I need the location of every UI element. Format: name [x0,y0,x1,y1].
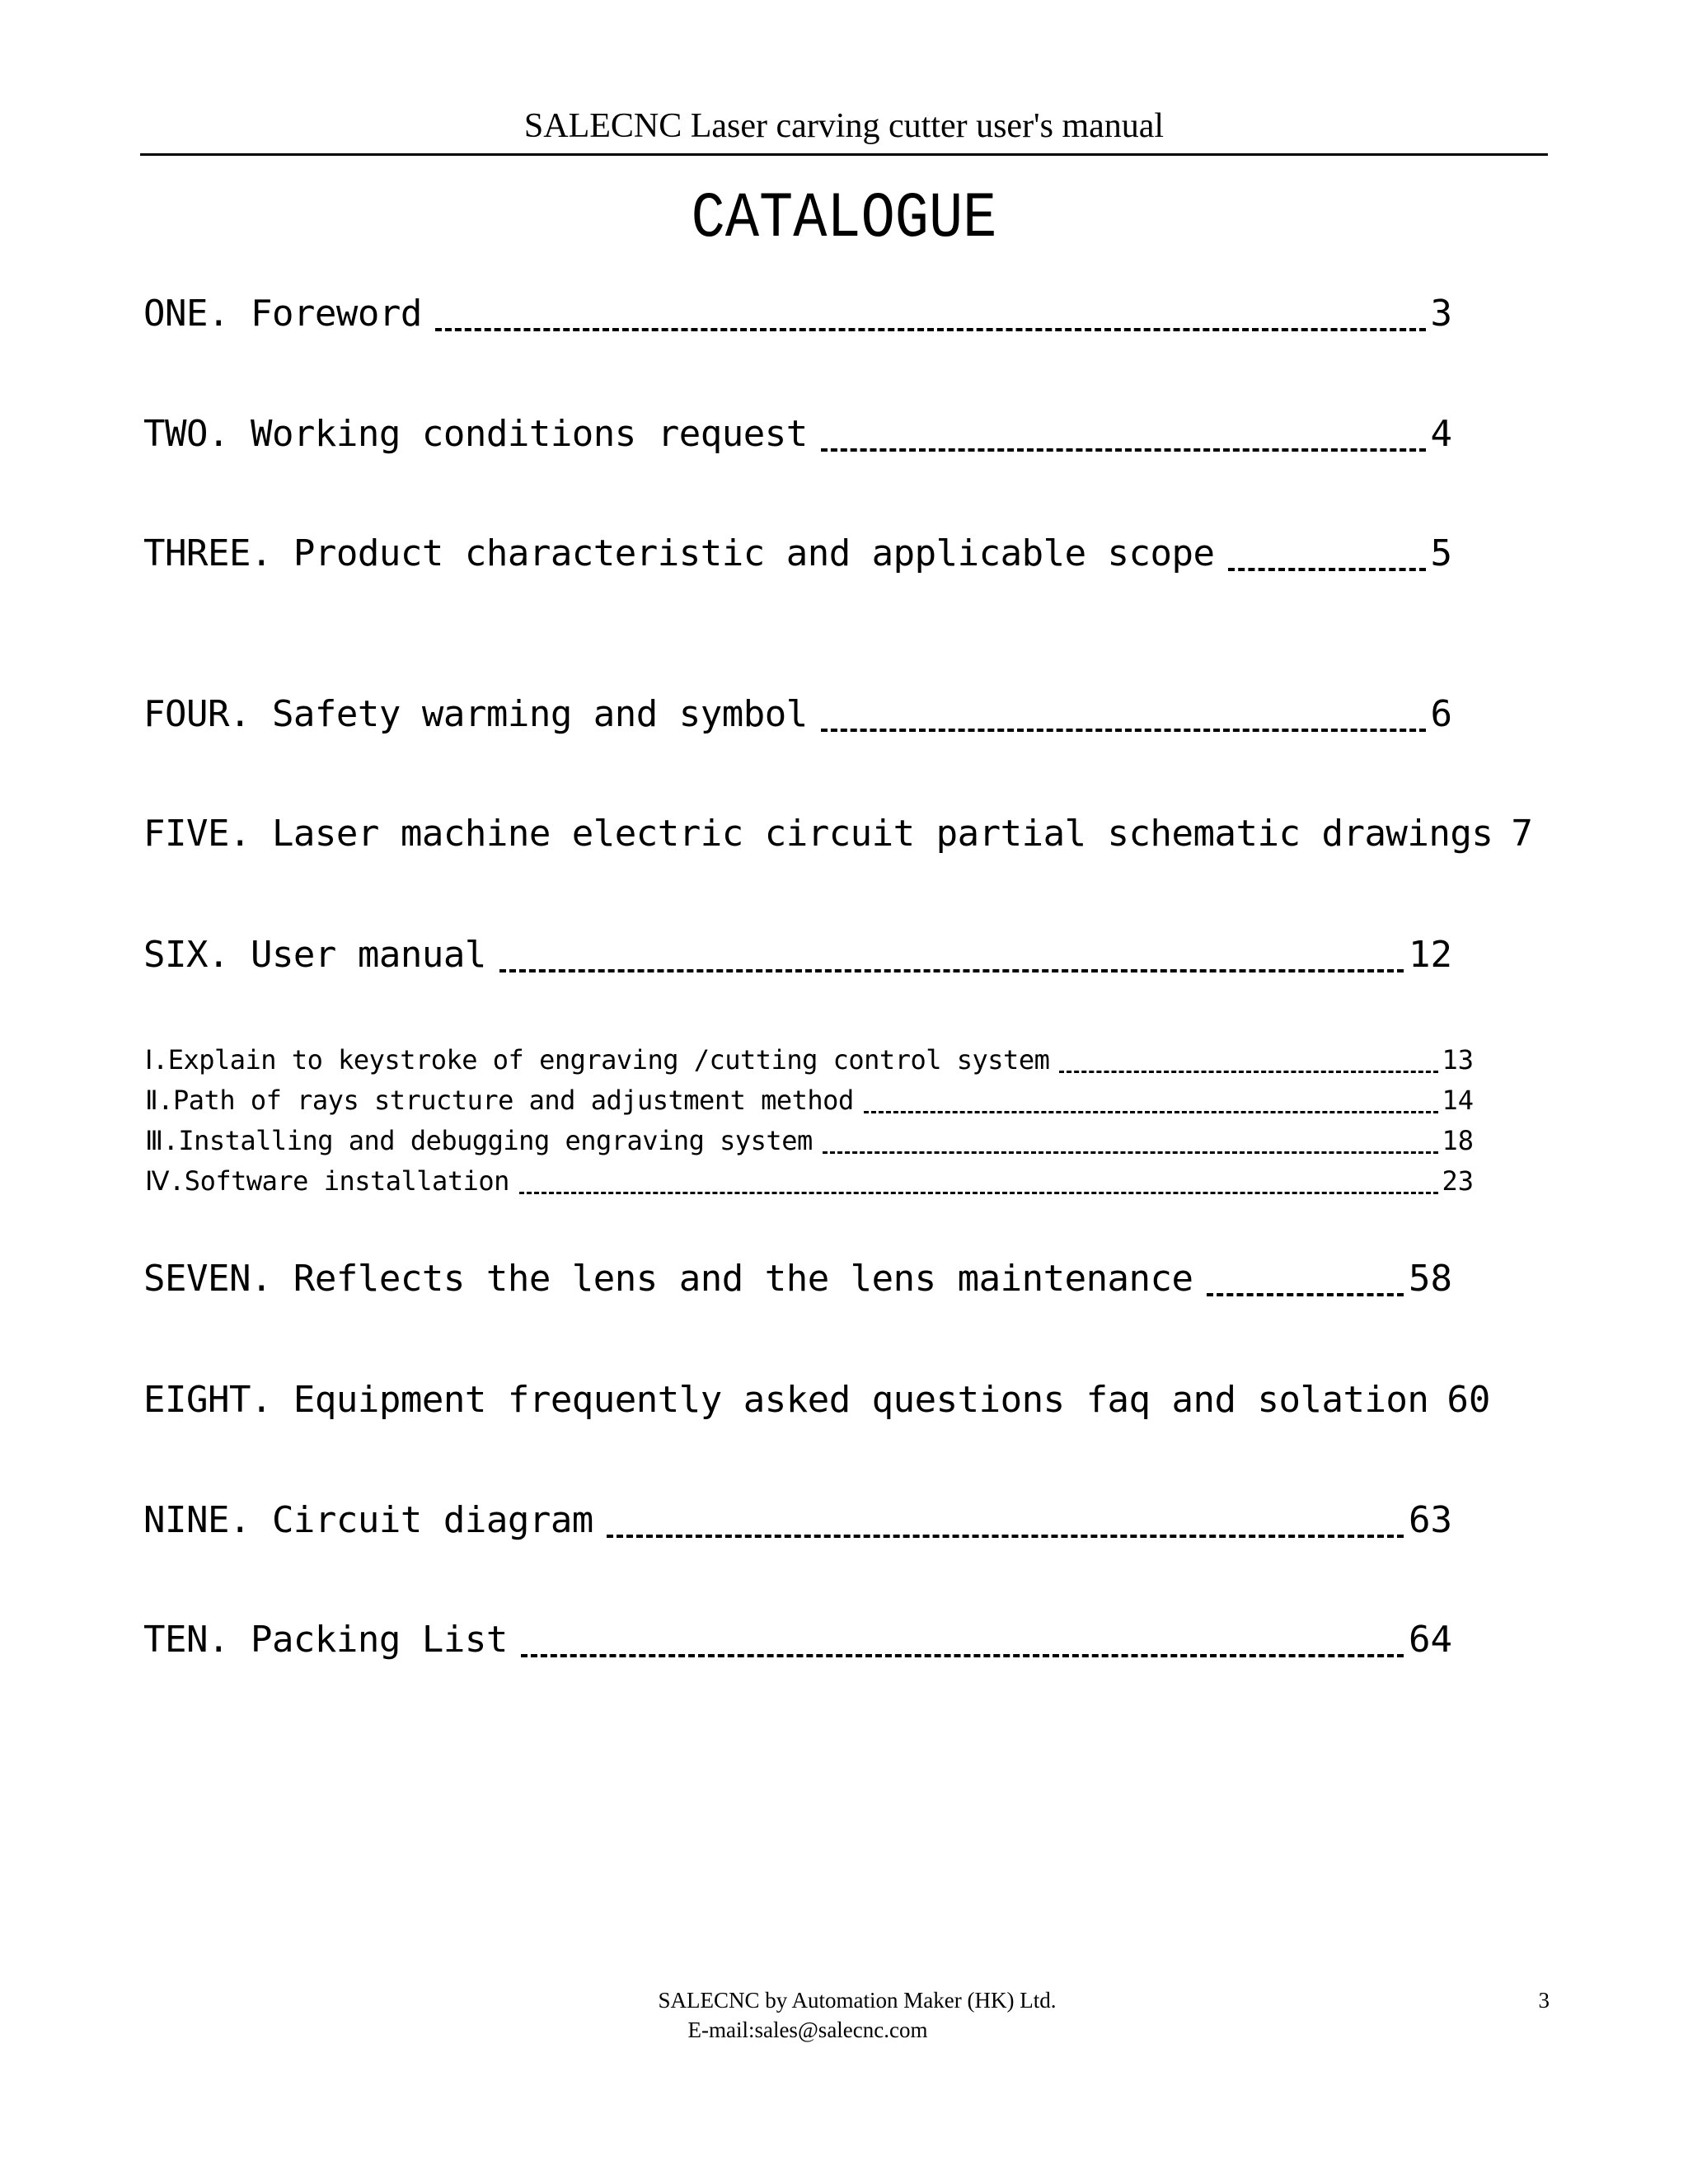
toc-page-number: 58 [1409,1258,1452,1300]
toc-leader [521,1654,1404,1657]
toc-subentry-text: Ⅳ.Software installation [145,1165,509,1197]
toc-page-number: 12 [1409,934,1452,976]
toc-entry-text: TWO. Working conditions request [143,413,808,455]
toc-entry-three [143,530,1452,578]
toc-entry-seven [143,1255,1452,1303]
toc-page-number: 23 [1442,1165,1474,1197]
page-title: CATALOGUE [691,183,997,255]
toc-entry-ten [143,1616,1452,1664]
toc-subentry-1 [145,1042,1474,1078]
toc-page-number: 3 [1430,293,1452,335]
toc-leader [1228,568,1426,571]
toc-page-number: 60 [1447,1379,1491,1421]
toc-leader [499,969,1404,972]
toc-entry-text: SEVEN. Reflects the lens and the lens maintenance [143,1258,1193,1300]
toc-leader [519,1192,1439,1194]
toc-subentry-text: Ⅱ.Path of rays structure and adjustment method [145,1085,854,1116]
toc-page-number: 5 [1430,532,1452,574]
toc-page-number: 63 [1409,1499,1452,1541]
toc-page-number: 7 [1511,813,1533,855]
toc-page-number: 64 [1409,1619,1452,1661]
toc-page-number: 6 [1430,693,1452,735]
toc-subentry-3 [145,1122,1474,1159]
toc-entry-text: ONE. Foreword [143,293,422,335]
toc-subentry-text: Ⅲ.Installing and debugging engraving system [145,1125,813,1156]
toc-page-number: 13 [1442,1044,1474,1076]
toc-leader [821,448,1426,452]
toc-entry-one [143,290,1452,338]
running-header: SALECNC Laser carving cutter user's manual [523,107,1165,145]
footer-email: E-mail:sales@salecnc.com [687,2018,928,2042]
toc-leader [823,1151,1439,1154]
toc-entry-text: FOUR. Safety warming and symbol [143,693,808,735]
toc-entry-nine [143,1497,1452,1544]
toc-leader [821,729,1426,732]
toc-subentry-4 [145,1163,1474,1199]
toc-entry-text: SIX. User manual [143,934,486,976]
toc-entry-six [143,931,1452,979]
toc-entry-eight [143,1376,1491,1424]
header-divider [140,153,1548,156]
footer-page-number: 3 [1538,1988,1550,2013]
toc-leader [864,1111,1439,1113]
toc-entry-text: TEN. Packing List [143,1619,508,1661]
toc-leader [1059,1071,1438,1073]
toc-page-number: 18 [1442,1125,1474,1156]
toc-entry-text: THREE. Product characteristic and applicable scope [143,532,1215,574]
toc-entry-text: NINE. Circuit diagram [143,1499,593,1541]
toc-entry-five [143,810,1533,858]
toc-entry-four [143,691,1452,738]
toc-subentry-2 [145,1082,1474,1118]
toc-page-number: 4 [1430,413,1452,455]
toc-page-number: 14 [1442,1085,1474,1116]
toc-subentry-text: Ⅰ.Explain to keystroke of engraving /cutting control system [145,1044,1050,1076]
toc-entry-text: EIGHT. Equipment frequently asked questions faq and solation [143,1379,1429,1421]
toc-leader [607,1535,1404,1538]
toc-leader [435,328,1426,331]
toc-entry-two [143,410,1452,458]
toc-leader [1207,1293,1404,1296]
footer-company: SALECNC by Automation Maker (HK) Ltd. [658,1988,1057,2013]
toc-entry-text: FIVE. Laser machine electric circuit partial schematic drawings [143,813,1493,855]
